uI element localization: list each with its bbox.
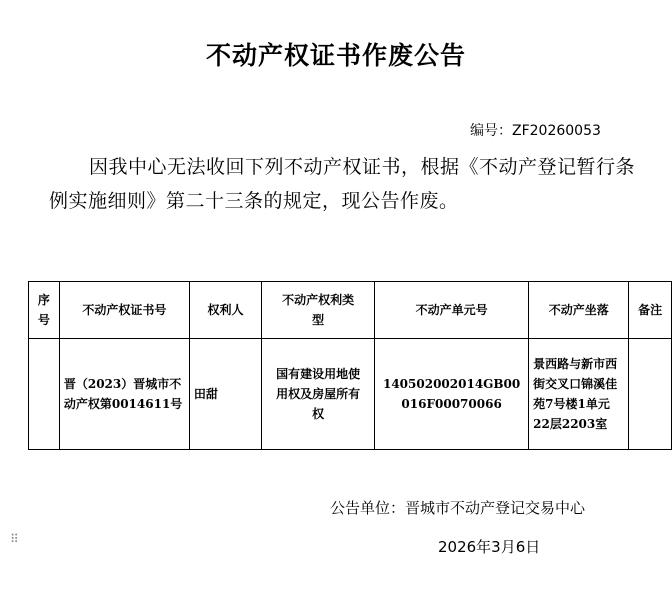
cell-unit-no: 140502002014GB00016F00070066 — [375, 339, 529, 450]
body-text: 因我中心无法收回下列不动产权证书，根据《不动产登记暂行条例实施细则》第二十三条的规定，现公告作废。 — [49, 156, 636, 212]
drag-handle-icon[interactable]: ⠿ — [10, 532, 19, 546]
header-certificate-no: 不动产权证书号 — [59, 282, 189, 339]
issuer: 公告单位：晋城市不动产登记交易中心 — [330, 499, 586, 517]
header-right-type: 不动产权利类型 — [262, 282, 375, 339]
table-header-row — [29, 282, 672, 339]
date: 2026年3月6日 — [438, 538, 541, 556]
header-remark: 备注 — [629, 282, 672, 339]
cell-owner: 田甜 — [189, 339, 261, 450]
certificate-table — [28, 281, 672, 450]
cell-index — [29, 339, 60, 450]
table-row — [29, 339, 672, 450]
cell-remark — [629, 339, 672, 450]
cell-right-type: 国有建设用地使用权及房屋所有权 — [262, 339, 375, 450]
header-owner: 权利人 — [189, 282, 261, 339]
serial-number: 编号：ZF20260053 — [470, 123, 601, 139]
header-location: 不动产坐落 — [529, 282, 629, 339]
cell-location: 景西路与新市西街交叉口锦溪佳苑7号楼1单元22层2203室 — [529, 339, 629, 450]
cell-certificate-no: 晋（2023）晋城市不动产权第0014611号 — [59, 339, 189, 450]
header-index: 序号 — [29, 282, 60, 339]
page-title: 不动产权证书作废公告 — [205, 41, 466, 70]
header-unit-no: 不动产单元号 — [375, 282, 529, 339]
